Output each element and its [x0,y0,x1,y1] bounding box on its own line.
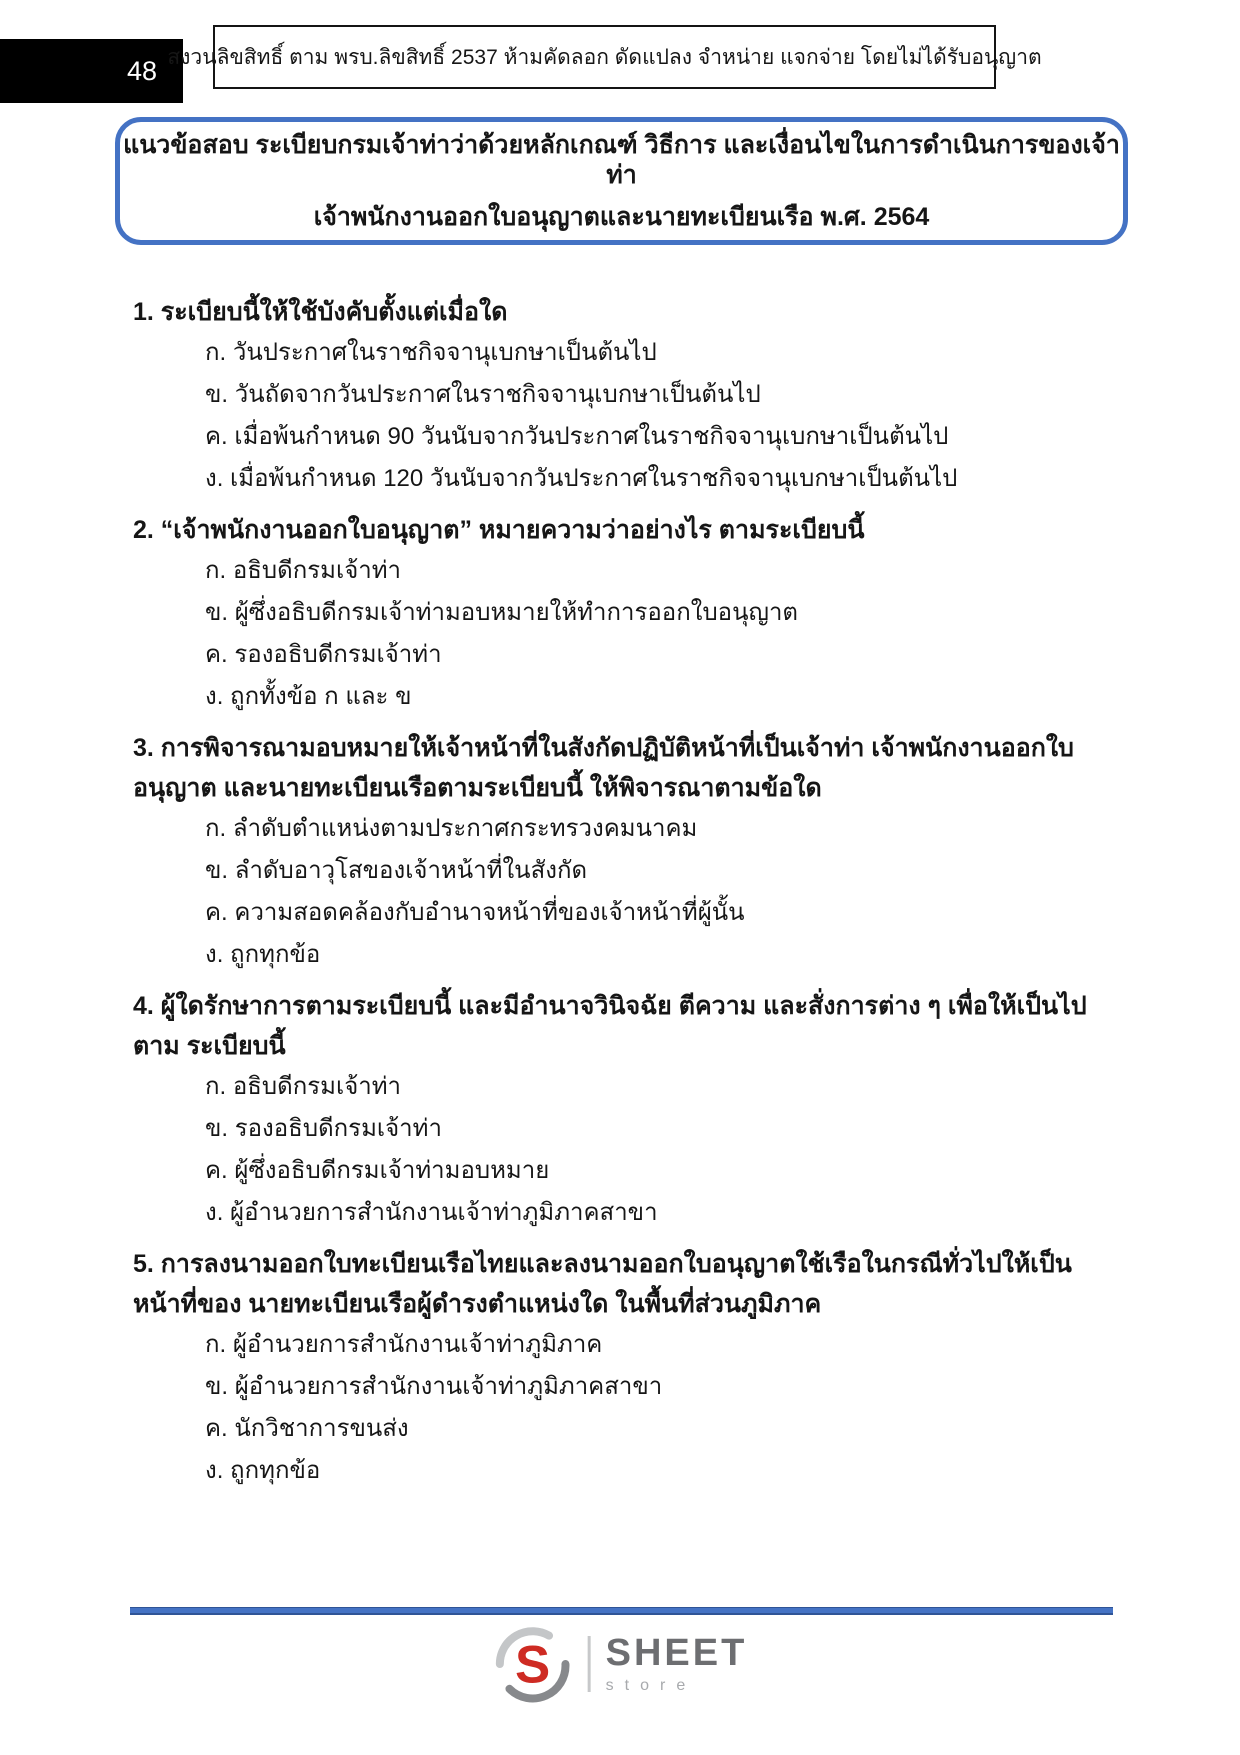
option-item: ง. ถูกทุกข้อ [205,1457,321,1484]
option-item: ข. ผู้ซึ่งอธิบดีกรมเจ้าท่ามอบหมายให้ทำการออกใบอนุญาต [205,599,799,626]
option-item: ข. วันถัดจากวันประกาศในราชกิจจานุเบกษาเป็นต้นไป [205,381,761,408]
logo-divider [588,1636,591,1692]
option-item: ก. อธิบดีกรมเจ้าท่า [205,557,402,584]
sheet-store-logo-icon [493,1624,573,1704]
option-item: ข. ลำดับอาวุโสของเจ้าหน้าที่ในสังกัด [205,857,588,884]
footer-logo [493,1624,748,1704]
option-item: ค. เมื่อพ้นกำหนด 90 วันนับจากวันประกาศในราชกิจจานุเบกษาเป็นต้นไป [205,423,949,450]
footer-rule [130,1607,1113,1615]
copyright-banner [167,25,1042,89]
page-number-box [0,39,183,103]
option-item: ค. นักวิชาการขนส่ง [205,1415,409,1442]
question-block [133,728,1120,976]
question-text: 1. ระเบียบนี้ให้ใช้บังคับตั้งแต่เมื่อใด [133,298,508,326]
question-block [133,510,1120,718]
exam-title-line1: แนวข้อสอบ ระเบียบกรมเจ้าท่าว่าด้วยหลักเกณฑ์ วิธีการ และเงื่อนไขในการดำเนินการของเจ้าท่า [123,131,1120,189]
exam-title-line2: เจ้าพนักงานออกใบอนุญาตและนายทะเบียนเรือ พ.ศ. 2564 [313,203,930,231]
page-number: 48 [126,55,157,86]
questions [133,292,1120,1492]
question-block [133,292,1120,500]
option-item: ข. รองอธิบดีกรมเจ้าท่า [205,1115,442,1142]
option-item: ง. ถูกทั้งข้อ ก และ ข [205,683,412,710]
question-text: 3. การพิจารณามอบหมายให้เจ้าหน้าที่ในสังกัดปฏิบัติหน้าที่เป็นเจ้าท่า เจ้าพนักงานออกใบอนุญาต และนายทะเบียนเรือตามระเบียบนี้ ให้พิจารณาตามข้อใด [133,734,1074,802]
copyright-text: สงวนลิขสิทธิ์ ตาม พรบ.ลิขสิทธิ์ 2537 ห้ามคัดลอก ดัดแปลง จำหน่าย แจกจ่าย โดยไม่ได้รับอนุญาต [167,45,1042,69]
logo-brand: SHEET [605,1631,748,1674]
question-text: 4. ผู้ใดรักษาการตามระเบียบนี้ และมีอำนาจวินิจฉัย ตีความ และสั่งการต่าง ๆ เพื่อให้เป็นไปตาม ระเบียบนี้ [133,992,1087,1060]
option-item: ค. รองอธิบดีกรมเจ้าท่า [205,641,442,668]
logo-brand-sub: store [605,1676,697,1694]
question-text: 2. “เจ้าพนักงานออกใบอนุญาต” หมายความว่าอย่างไร ตามระเบียบนี้ [133,516,865,544]
option-item: ค. ความสอดคล้องกับอำนาจหน้าที่ของเจ้าหน้าที่ผู้นั้น [205,899,745,926]
option-item: ง. ผู้อำนวยการสำนักงานเจ้าท่าภูมิภาคสาขา [205,1199,658,1226]
option-item: ง. เมื่อพ้นกำหนด 120 วันนับจากวันประกาศในราชกิจจานุเบกษาเป็นต้นไป [205,465,958,492]
option-item: ก. ผู้อำนวยการสำนักงานเจ้าท่าภูมิภาค [205,1331,603,1358]
option-item: ก. อธิบดีกรมเจ้าท่า [205,1073,402,1100]
question-text: 5. การลงนามออกใบทะเบียนเรือไทยและลงนามออกใบอนุญาตใช้เรือในกรณีทั่วไปให้เป็นหน้าที่ของ นายทะเบียนเรือผู้ดำรงตำแหน่งใด ในพื้นที่ส่วนภูมิภาค [133,1250,1072,1318]
question-block [133,986,1120,1234]
exam-title-box [115,117,1128,245]
logo-text [605,1631,748,1695]
option-item: ค. ผู้ซึ่งอธิบดีกรมเจ้าท่ามอบหมาย [205,1157,550,1184]
option-item: ก. ลำดับตำแหน่งตามประกาศกระทรวงคมนาคม [205,815,698,842]
question-block [133,1244,1120,1492]
option-item: ก. วันประกาศในราชกิจจานุเบกษาเป็นต้นไป [205,339,657,366]
logo-letter: S [515,1635,551,1695]
option-item: ง. ถูกทุกข้อ [205,941,321,968]
option-item: ข. ผู้อำนวยการสำนักงานเจ้าท่าภูมิภาคสาขา [205,1373,663,1400]
